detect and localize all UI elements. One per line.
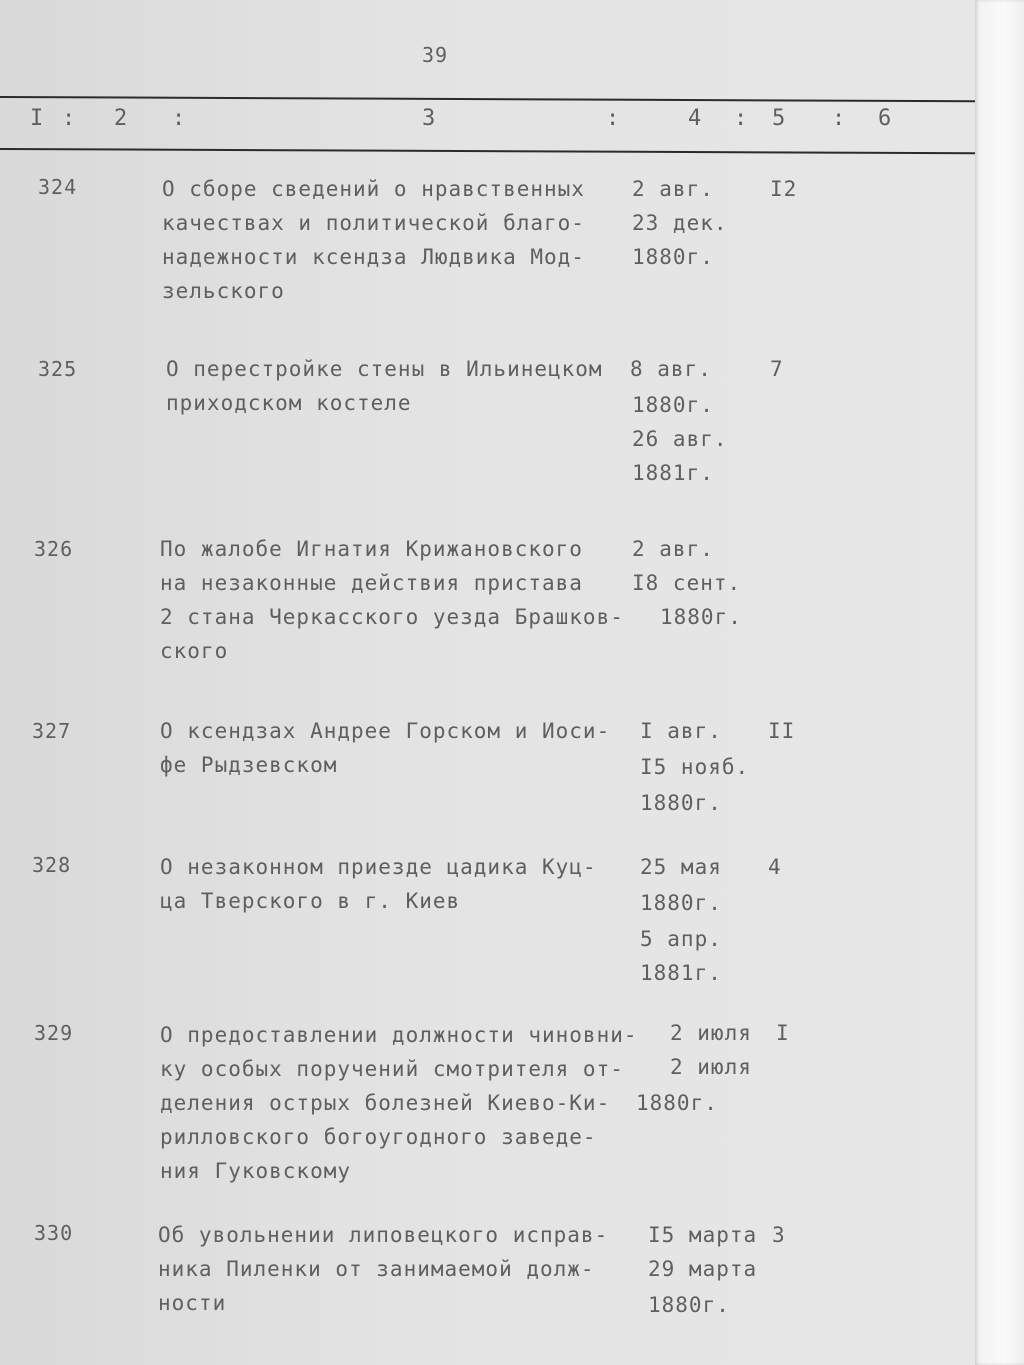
case-date: 8 авг. <box>630 357 712 381</box>
case-number: 324 <box>38 175 78 199</box>
case-description: фе Рыдзевском <box>160 753 338 777</box>
case-description: ца Тверского в г. Киев <box>160 889 461 913</box>
case-number: 325 <box>38 357 78 381</box>
case-date: 1880г. <box>632 245 714 269</box>
sheet-count: 7 <box>770 357 784 381</box>
case-date: I8 сент. <box>632 571 742 595</box>
column-separator: : <box>734 106 748 131</box>
case-description: О сборе сведений о нравственных <box>162 177 585 201</box>
case-date: 2 июля <box>670 1055 752 1079</box>
column-header-4: 4 <box>688 106 702 131</box>
case-description: зельского <box>162 279 285 303</box>
case-number: 327 <box>32 719 72 743</box>
case-description: ского <box>160 639 229 663</box>
case-date: 1881г. <box>632 461 714 485</box>
column-header-3: 3 <box>422 106 436 131</box>
column-header-5: 5 <box>772 106 786 131</box>
case-date: 29 марта <box>648 1257 758 1281</box>
case-number: 328 <box>32 853 72 877</box>
case-date: 2 июля <box>670 1021 752 1045</box>
page-number: 39 <box>422 43 449 67</box>
case-date: 25 мая <box>640 855 722 879</box>
case-date: I5 марта <box>648 1223 758 1247</box>
column-header-1: I <box>30 106 44 131</box>
case-description: О перестройке стены в Ильинецком <box>166 357 603 381</box>
case-description: надежности ксендза Людвика Мод- <box>162 245 585 269</box>
sheet-count: 4 <box>768 855 782 879</box>
case-description: ку особых поручений смотрителя от- <box>160 1057 624 1081</box>
column-separator: : <box>172 106 186 131</box>
case-date: 1880г. <box>632 393 714 417</box>
case-description: качествах и политической благо- <box>162 211 585 235</box>
case-description: ности <box>158 1291 227 1315</box>
case-description: Об увольнении липовецкого исправ- <box>158 1223 609 1247</box>
case-date: 26 авг. <box>632 427 728 451</box>
sheet-count: I <box>776 1021 790 1045</box>
case-date: I авг. <box>640 719 722 743</box>
case-date: 1880г. <box>660 605 742 629</box>
column-header-6: 6 <box>878 106 892 131</box>
case-date: 23 дек. <box>632 211 728 235</box>
sheet-count: II <box>768 719 796 743</box>
case-description: деления острых болезней Киево-Ки- <box>160 1091 611 1115</box>
case-date: 1881г. <box>640 961 722 985</box>
case-description: на незаконные действия пристава <box>160 571 583 595</box>
case-date: 1880г. <box>648 1293 730 1317</box>
case-description: О ксендзах Андрее Горском и Иоси- <box>160 719 611 743</box>
case-number: 326 <box>34 537 74 561</box>
case-description: ния Гуковскому <box>160 1159 352 1183</box>
case-date: 2 авг. <box>632 177 714 201</box>
case-date: I5 нояб. <box>640 755 750 779</box>
case-date: 2 авг. <box>632 537 714 561</box>
case-date: 1880г. <box>640 891 722 915</box>
case-description: 2 стана Черкасского уезда Брашков- <box>160 605 624 629</box>
column-separator: : <box>606 106 620 131</box>
case-description: По жалобе Игнатия Крижановского <box>160 537 583 561</box>
case-date: 1880г. <box>640 791 722 815</box>
sheet-count: 3 <box>772 1223 786 1247</box>
case-number: 330 <box>34 1221 74 1245</box>
case-description: ника Пиленки от занимаемой долж- <box>158 1257 595 1281</box>
sheet-count: I2 <box>770 177 798 201</box>
column-separator: : <box>62 106 76 131</box>
case-number: 329 <box>34 1021 74 1045</box>
case-description: рилловского богоугодного заведе- <box>160 1125 597 1149</box>
case-description: приходском костеле <box>166 391 412 415</box>
case-description: О незаконном приезде цадика Куц- <box>160 855 597 879</box>
case-date: 1880г. <box>636 1091 718 1115</box>
case-description: О предоставлении должности чиновни- <box>160 1023 638 1047</box>
page-edge <box>975 0 1024 1365</box>
column-separator: : <box>832 106 846 131</box>
column-header-2: 2 <box>114 106 128 131</box>
case-date: 5 апр. <box>640 927 722 951</box>
